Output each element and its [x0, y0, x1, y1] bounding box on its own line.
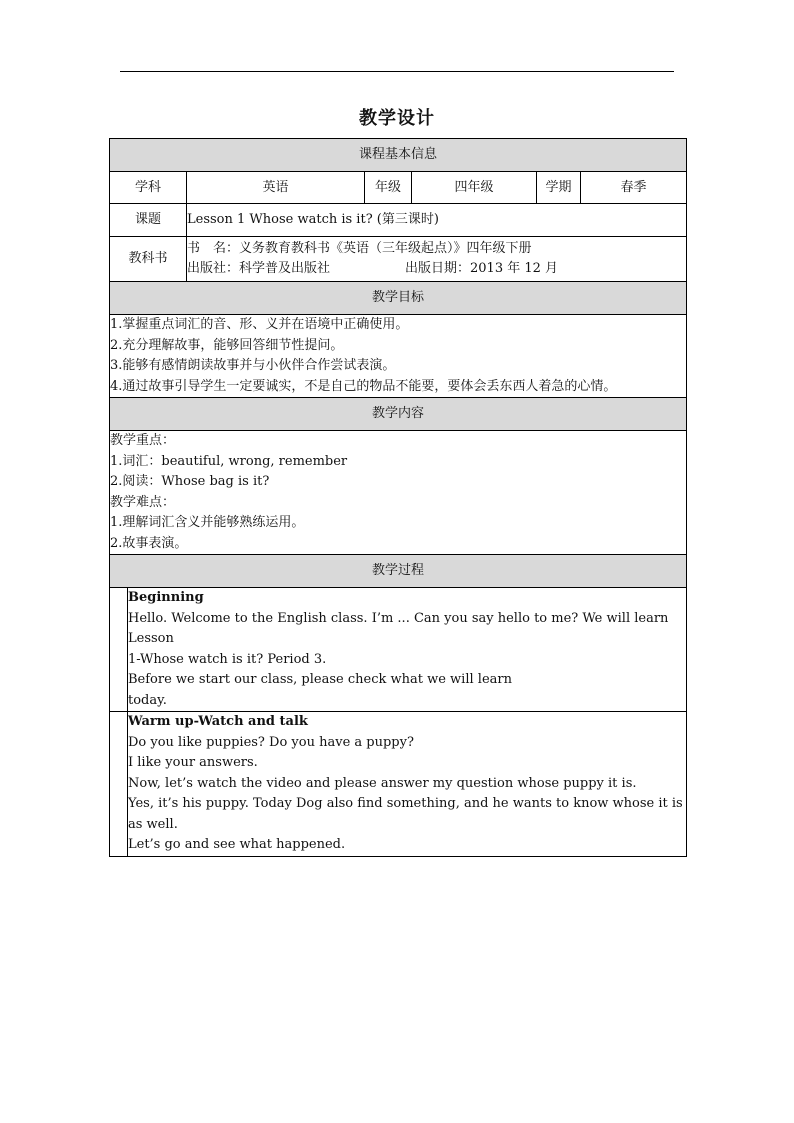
- step-line: Let’s go and see what happened.: [128, 837, 346, 852]
- process-step-marker: [110, 588, 128, 712]
- step-line: Before we start our class, please check what we will learn: [128, 672, 512, 687]
- step-heading: Beginning: [128, 590, 204, 605]
- step-heading: Warm up-Watch and talk: [128, 714, 308, 729]
- process-step-beginning: [128, 588, 687, 712]
- subject-label: 学科: [110, 172, 187, 204]
- content-line: 教学重点：: [110, 433, 176, 448]
- step-line: today.: [128, 692, 167, 708]
- lesson-plan-table: [109, 138, 687, 857]
- section-header-process: 教学过程: [110, 555, 687, 588]
- textbook-info: [187, 237, 687, 282]
- topic-label: 课题: [110, 204, 187, 237]
- content-line: 2.阅读：Whose bag is it?: [110, 474, 270, 489]
- objective-item: 2.充分理解故事，能够回答细节性提问。: [110, 337, 344, 353]
- objectives-list: [110, 315, 687, 398]
- section-header-content: 教学内容: [110, 398, 687, 431]
- content-list: [110, 431, 687, 555]
- grade-value: 四年级: [412, 172, 537, 204]
- section-header-basic-info: 课程基本信息: [110, 139, 687, 172]
- objective-item: 3.能够有感情朗读故事并与小伙伴合作尝试表演。: [110, 358, 396, 373]
- publisher: 出版社：科学普及出版社: [187, 261, 331, 276]
- term-label: 学期: [537, 172, 581, 204]
- header-rule: [120, 71, 674, 72]
- subject-value: 英语: [187, 172, 365, 204]
- content-line: 2.故事表演。: [110, 535, 188, 551]
- objective-item: 1.掌握重点词汇的音、形、义并在语境中正确使用。: [110, 317, 409, 332]
- objective-item: 4.通过故事引导学生一定要诚实，不是自己的物品不能要，要体会丢东西人着急的心情。: [110, 378, 617, 394]
- step-line: Hello. Welcome to the English class. I’m ... Can you say hello to me? We will learn Lesson: [128, 610, 669, 646]
- document-title: 教学设计: [359, 108, 435, 129]
- step-line: Yes, it’s his puppy. Today Dog also find something, and he wants to know whose it is as well.: [128, 796, 683, 832]
- step-line: I like your answers.: [128, 755, 258, 770]
- process-step-marker: [110, 712, 128, 857]
- step-line: Now, let’s watch the video and please answer my question whose puppy it is.: [128, 775, 637, 791]
- section-header-objectives: 教学目标: [110, 282, 687, 315]
- publisher-line: [187, 259, 686, 280]
- step-line: 1-Whose watch is it? Period 3.: [128, 651, 327, 667]
- content-line: 1.词汇：beautiful, wrong, remember: [110, 453, 348, 469]
- topic-value: Lesson 1 Whose watch is it? (第三课时): [187, 204, 687, 237]
- content-line: 1.理解词汇含义并能够熟练运用。: [110, 515, 305, 530]
- grade-label: 年级: [365, 172, 412, 204]
- term-value: 春季: [581, 172, 687, 204]
- publication-date: 出版日期：2013 年 12 月: [405, 261, 559, 276]
- step-line: Do you like puppies? Do you have a puppy?: [128, 734, 414, 750]
- textbook-label: 教科书: [110, 237, 187, 282]
- book-name-line: 书 名：义务教育教科书《英语（三年级起点）》四年级下册: [187, 240, 532, 256]
- process-step-warm-up: [128, 712, 687, 857]
- content-line: 教学难点：: [110, 494, 176, 510]
